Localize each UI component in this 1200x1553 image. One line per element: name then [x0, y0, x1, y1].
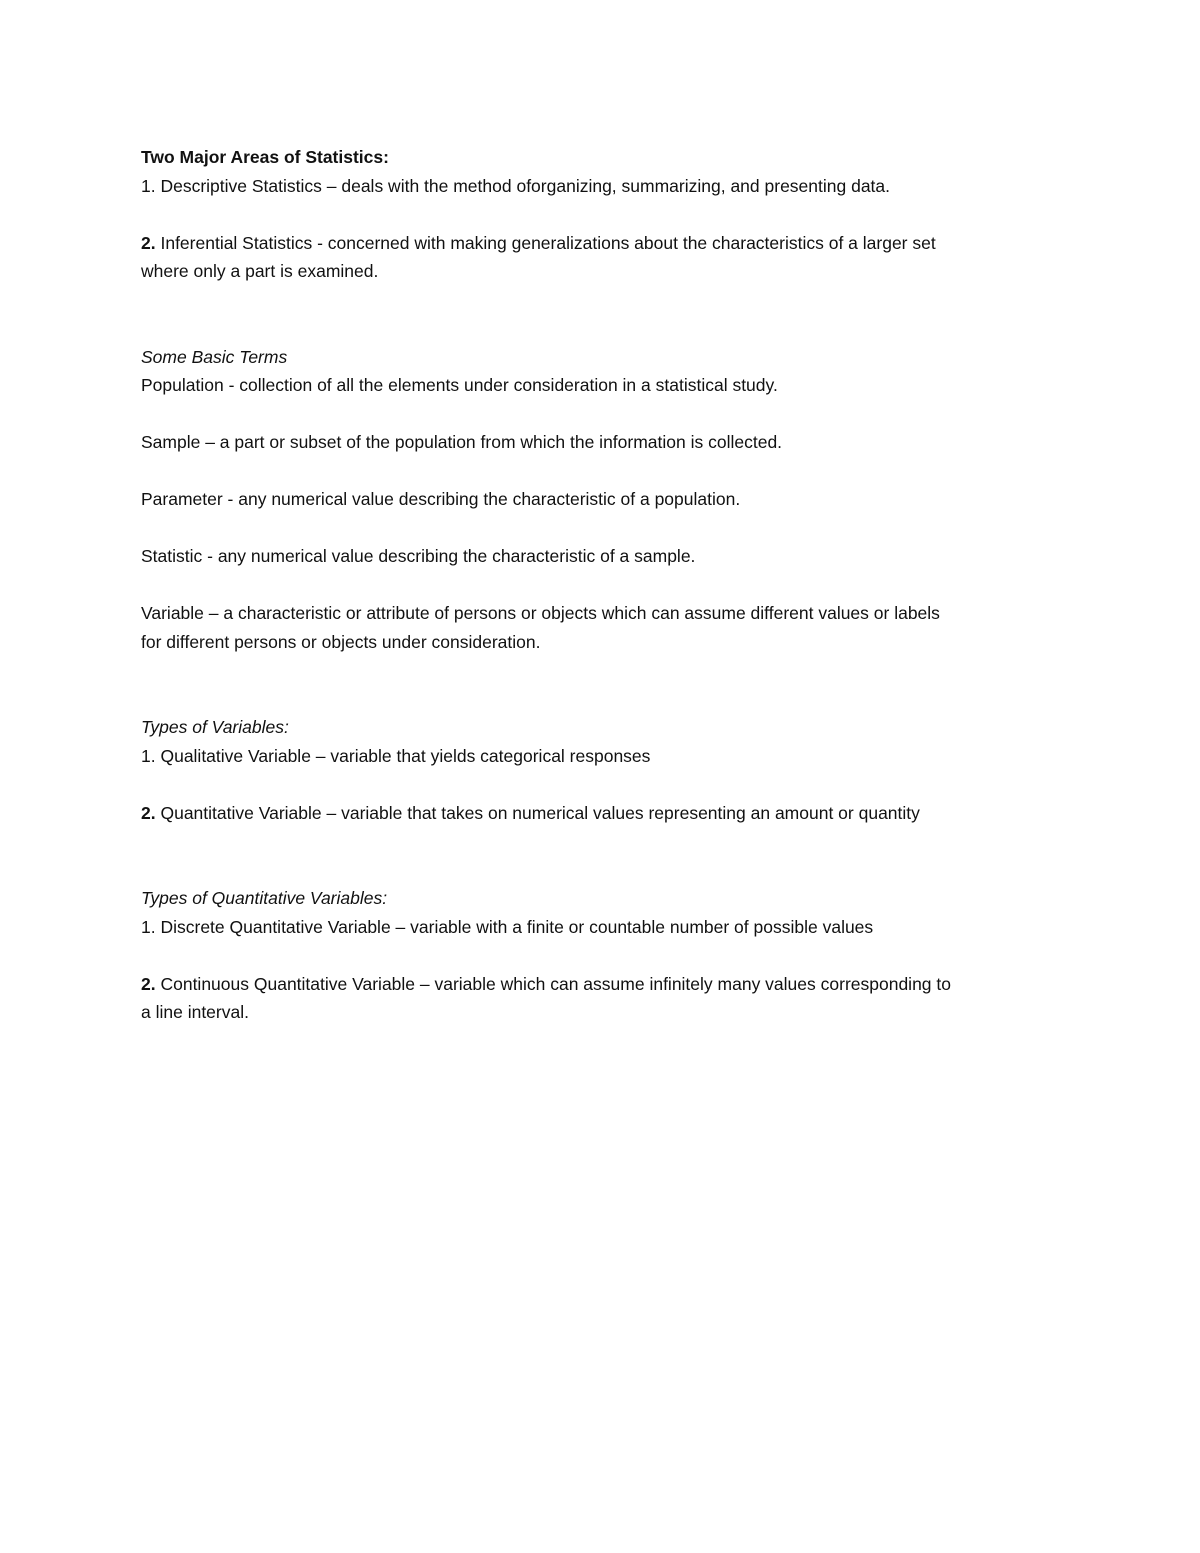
type-item-qualitative — [141, 742, 1071, 771]
spacer — [141, 656, 1071, 685]
section-heading-basic-terms: Some Basic Terms — [141, 346, 288, 367]
term-parameter: Parameter - any numerical value describing the characteristic of a population. — [141, 489, 741, 509]
term-statistic: Statistic - any numerical value describing the characteristic of a sample. — [141, 546, 696, 566]
spacer — [141, 457, 1071, 486]
spacer — [141, 941, 1071, 970]
list-number: 2. — [141, 973, 156, 994]
term-variable: Variable – a characteristic or attribute of persons or objects which can assume different values or labels — [141, 603, 940, 623]
type-item-quantitative — [141, 799, 1071, 828]
spacer — [141, 856, 1071, 885]
quant-item-discrete — [141, 913, 1071, 942]
area-item-descriptive — [141, 172, 1071, 201]
spacer — [141, 286, 1071, 315]
spacer — [141, 827, 1071, 856]
spacer — [141, 514, 1071, 543]
spacer — [141, 770, 1071, 799]
quant-text: Continuous Quantitative Variable – variable which can assume infinitely many values corresponding to — [155, 973, 951, 994]
list-number: 2. — [141, 232, 156, 253]
type-text: Quantitative Variable – variable that takes on numerical values representing an amount or quantity — [155, 802, 920, 823]
quant-item-continuous-cont: a line interval. — [141, 1002, 249, 1022]
area-item-inferential-cont: where only a part is examined. — [141, 261, 379, 281]
section-heading-major-areas: Two Major Areas of Statistics: — [141, 147, 389, 167]
area-item-inferential — [141, 229, 1071, 258]
list-number: 2. — [141, 802, 156, 823]
area-text: Inferential Statistics - concerned with making generalizations about the characteristics of a larger set — [155, 232, 936, 253]
section-heading-quantitative-types: Types of Quantitative Variables: — [141, 888, 388, 908]
term-sample: Sample – a part or subset of the population from which the information is collected. — [141, 432, 783, 452]
quant-text: Discrete Quantitative Variable – variable with a finite or countable number of possible values — [155, 916, 874, 937]
document-body — [141, 143, 1071, 1027]
quant-item-continuous — [141, 970, 1071, 999]
list-number: 1. — [141, 916, 156, 937]
section-heading-types-of-variables: Types of Variables: — [141, 717, 289, 737]
area-text: Descriptive Statistics – deals with the method oforganizing, summarizing, and presenting data. — [155, 175, 891, 196]
spacer — [141, 400, 1071, 429]
spacer — [141, 571, 1071, 600]
spacer — [141, 200, 1071, 229]
list-number: 1. — [141, 175, 156, 196]
spacer — [141, 314, 1071, 343]
term-variable-cont: for different persons or objects under consideration. — [141, 631, 541, 652]
list-number: 1. — [141, 745, 156, 766]
term-population: Population - collection of all the elements under consideration in a statistical study. — [141, 375, 778, 395]
spacer — [141, 685, 1071, 714]
type-text: Qualitative Variable – variable that yields categorical responses — [155, 745, 651, 766]
